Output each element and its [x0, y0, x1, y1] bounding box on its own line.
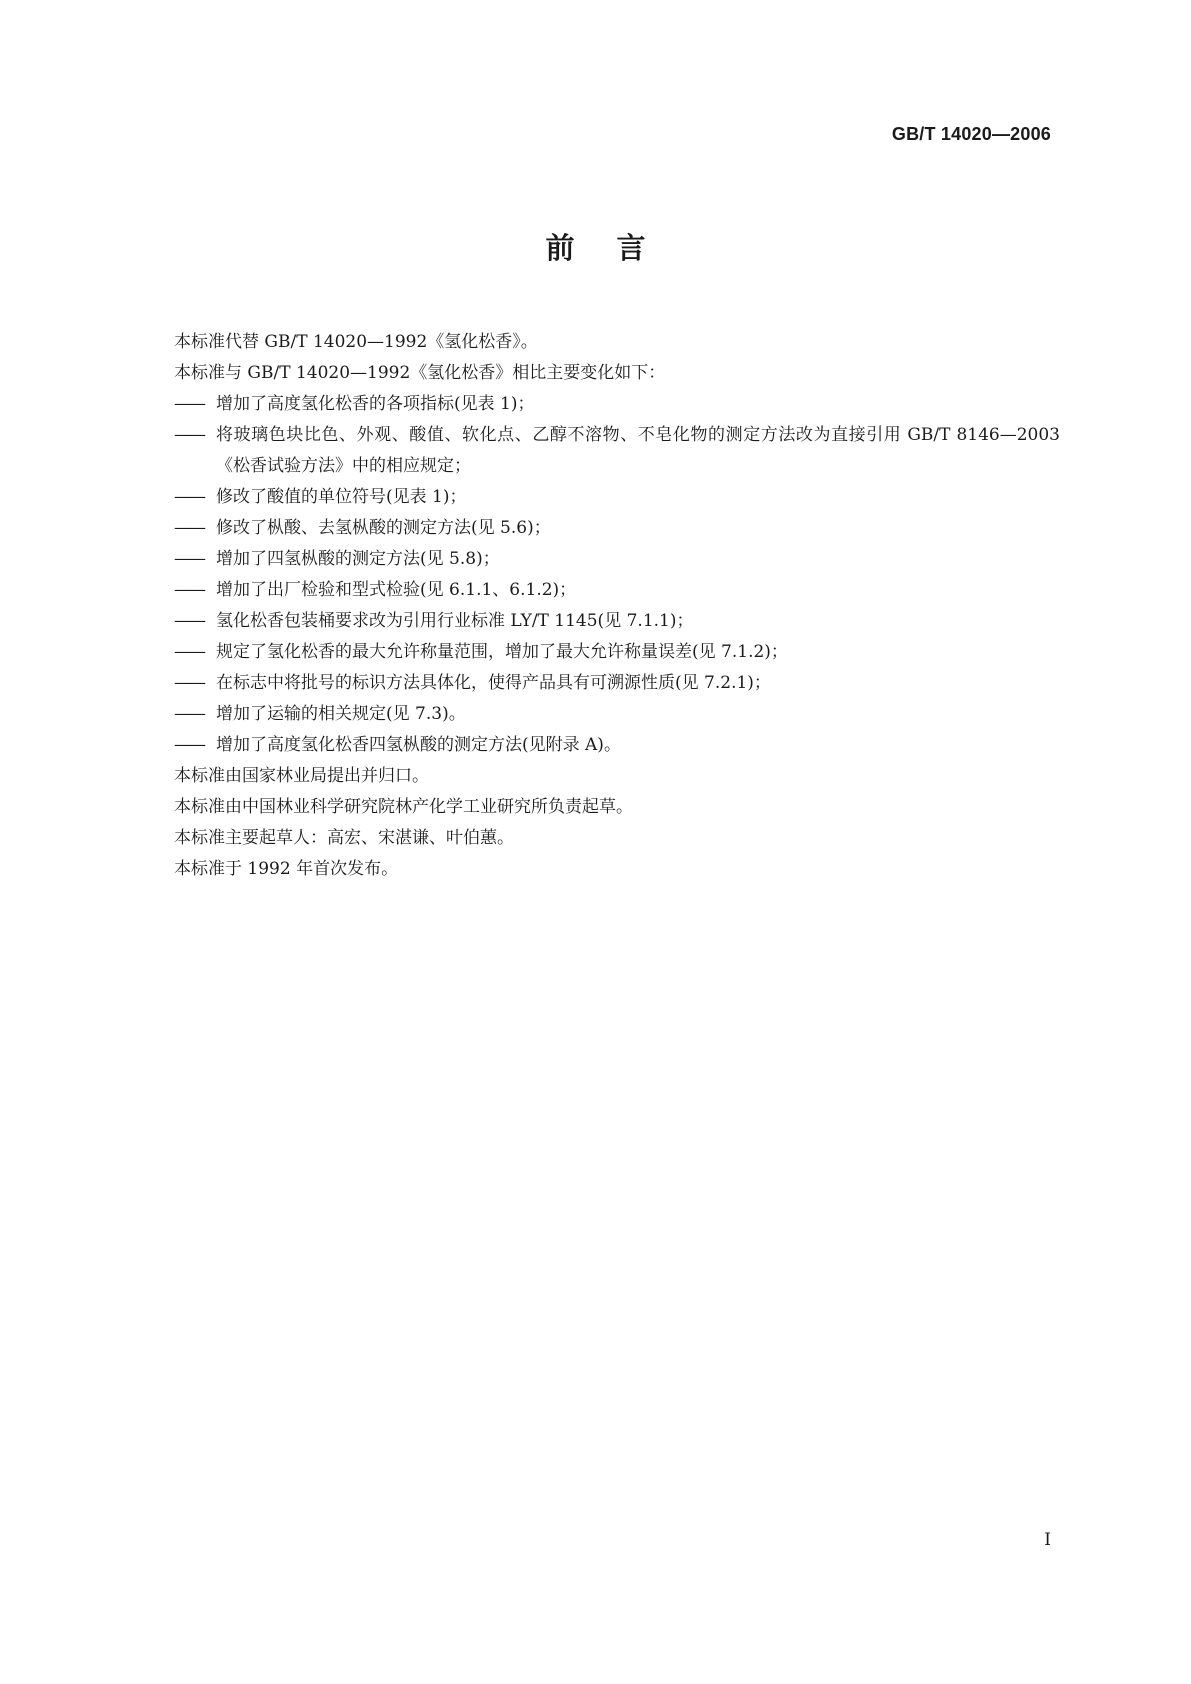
change-item [174, 389, 1060, 420]
drafted-by-paragraph: 本标准由中国林业科学研究院林产化学工业研究所负责起草。 [174, 797, 633, 817]
dash-marker: —— [174, 735, 204, 755]
change-item-text: 氢化松香包装桶要求改为引用行业标准 LY/T 1145(见 7.1.1)； [216, 611, 694, 631]
replaces-paragraph: 本标准代替 GB/T 14020—1992《氢化松香》。 [174, 332, 538, 352]
change-item-text: 修改了酸值的单位符号(见表 1)； [216, 487, 467, 507]
page-title: 前言 [545, 231, 688, 265]
change-item [174, 730, 1060, 761]
change-item-text: 规定了氢化松香的最大允许称量范围，增加了最大允许称量误差(见 7.1.2)； [216, 642, 788, 662]
change-item [174, 544, 1060, 575]
change-item [174, 482, 1060, 513]
change-item [174, 420, 1060, 482]
first-published-paragraph: 本标准于 1992 年首次发布。 [174, 859, 399, 879]
dash-marker: —— [174, 580, 204, 600]
changes-list [174, 389, 1060, 761]
dash-marker: —— [174, 642, 204, 662]
change-item [174, 575, 1060, 606]
dash-marker: —— [174, 673, 204, 693]
dash-marker: —— [174, 487, 204, 507]
change-item-text: 增加了运输的相关规定(见 7.3)。 [216, 704, 466, 724]
change-item [174, 699, 1060, 730]
change-item-text: 增加了高度氢化松香的各项指标(见表 1)； [216, 394, 535, 414]
change-item [174, 513, 1060, 544]
dash-marker: —— [174, 611, 204, 631]
change-item [174, 637, 1060, 668]
dash-marker: —— [174, 394, 204, 414]
foreword-body [174, 327, 1060, 885]
change-item-text: 在标志中将批号的标识方法具体化，使得产品具有可溯源性质(见 7.2.1)； [216, 673, 771, 693]
change-item-text: 增加了四氢枞酸的测定方法(见 5.8)； [216, 549, 500, 569]
dash-marker: —— [174, 518, 204, 538]
change-item [174, 606, 1060, 637]
change-item-text: 增加了高度氢化松香四氢枞酸的测定方法(见附录 A)。 [216, 735, 621, 755]
comparison-intro-paragraph: 本标准与 GB/T 14020—1992《氢化松香》相比主要变化如下： [174, 363, 666, 383]
proposed-by-paragraph: 本标准由国家林业局提出并归口。 [174, 766, 429, 786]
dash-marker: —— [174, 425, 204, 445]
dash-marker: —— [174, 549, 204, 569]
standard-number: GB/T 14020—2006 [891, 124, 1051, 144]
change-item-text: 增加了出厂检验和型式检验(见 6.1.1、6.1.2)； [216, 580, 577, 600]
dash-marker: —— [174, 704, 204, 724]
change-item [174, 668, 1060, 699]
change-item-text: 将玻璃色块比色、外观、酸值、软化点、乙醇不溶物、不皂化物的测定方法改为直接引用 GB/T 8146—2003《松香试验方法》中的相应规定； [216, 425, 1060, 476]
main-drafters-paragraph: 本标准主要起草人：高宏、宋湛谦、叶伯蕙。 [174, 828, 514, 848]
change-item-text: 修改了枞酸、去氢枞酸的测定方法(见 5.6)； [216, 518, 551, 538]
page-number: I [1044, 1530, 1051, 1550]
